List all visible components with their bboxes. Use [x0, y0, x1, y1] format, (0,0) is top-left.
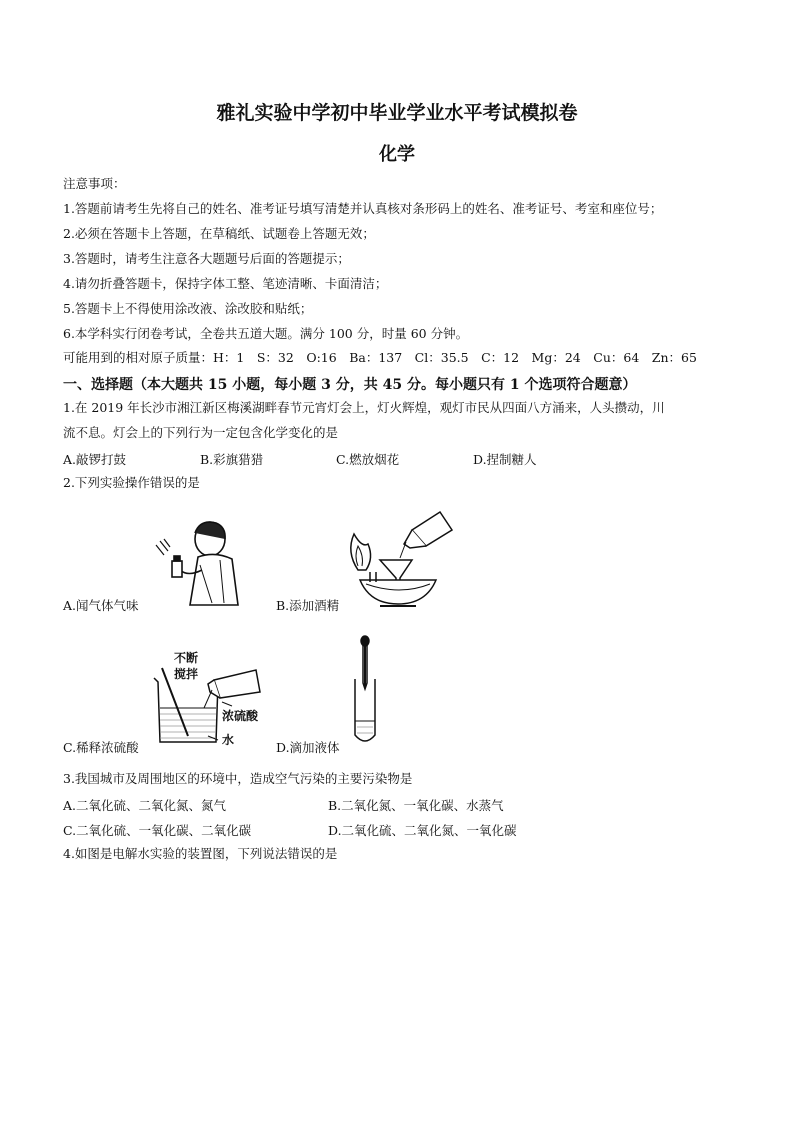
- q2-stem: 2.下列实验操作错误的是: [63, 475, 200, 490]
- q4-stem: 4.如图是电解水实验的装置图，下列说法错误的是: [63, 846, 338, 861]
- figure-add-alcohol: [340, 500, 458, 610]
- q1-stem-line2: 流不息。灯会上的下列行为一定包含化学变化的是: [63, 425, 339, 440]
- figure-smell-gas: [150, 515, 245, 610]
- q1-option-c: C.燃放烟花: [336, 452, 400, 467]
- q1-option-a: A.敲锣打鼓: [63, 452, 127, 467]
- notes-heading: 注意事项：: [63, 176, 126, 191]
- note-item: 1.答题前请考生先将自己的姓名、准考证号填写清楚并认真核对条形码上的姓名、准考证号、考室和座位号；: [63, 201, 663, 216]
- exam-title: 雅礼实验中学初中毕业学业水平考试模拟卷: [216, 102, 578, 124]
- note-item: 3.答题时，请考生注意各大题题号后面的答题提示；: [63, 251, 350, 266]
- atomic-masses: 可能用到的相对原子质量：H：1 S：32 O:16 Ba：137 Cl：35.5 C：12 Mg：24 Cu：64 Zn：65: [63, 350, 697, 365]
- q2-option-c: C.稀释浓硫酸: [63, 740, 139, 755]
- q3-option-a: A.二氧化硫、二氧化氮、氮气: [63, 798, 227, 813]
- q3-option-c: C.二氧化硫、一氧化碳、二氧化碳: [63, 823, 252, 838]
- subject-title: 化学: [379, 144, 415, 165]
- q1-option-d: D.捏制糖人: [473, 452, 537, 467]
- label-stir1: 不断: [174, 651, 199, 665]
- q2-option-a: A.闻气体气味: [63, 598, 139, 613]
- note-item: 4.请勿折叠答题卡，保持字体工整、笔迹清晰、卡面清洁；: [63, 276, 388, 291]
- figure-dilute-acid: [150, 650, 270, 750]
- note-item: 6.本学科实行闭卷考试，全卷共五道大题。满分 100 分，时量 60 分钟。: [63, 326, 469, 341]
- label-acid: 浓硫酸: [222, 709, 259, 723]
- q3-stem: 3.我国城市及周围地区的环境中，造成空气污染的主要污染物是: [63, 771, 413, 786]
- note-item: 2.必须在答题卡上答题，在草稿纸、试题卷上答题无效；: [63, 226, 375, 241]
- q3-option-b: B.二氧化氮、一氧化碳、水蒸气: [328, 798, 504, 813]
- q1-option-b: B.彩旗猎猎: [200, 452, 264, 467]
- note-item: 5.答题卡上不得使用涂改液、涂改胶和贴纸；: [63, 301, 313, 316]
- label-stir2: 搅拌: [174, 667, 199, 681]
- figure-drop-liquid: [345, 635, 385, 750]
- q2-option-b: B.添加酒精: [276, 598, 340, 613]
- q3-option-d: D.二氧化硫、二氧化氮、一氧化碳: [328, 823, 517, 838]
- label-water: 水: [222, 733, 235, 747]
- section-heading: 一、选择题（本大题共 15 小题，每小题 3 分，共 45 分。每小题只有 1 个选项符合题意）: [63, 377, 637, 393]
- q1-stem-line1: 1.在 2019 年长沙市湘江新区梅溪湖畔春节元宵灯会上，灯火辉煌，观灯市民从四面八方涌来，人头攒动，川: [63, 400, 665, 415]
- q2-option-d: D.滴加液体: [276, 740, 340, 755]
